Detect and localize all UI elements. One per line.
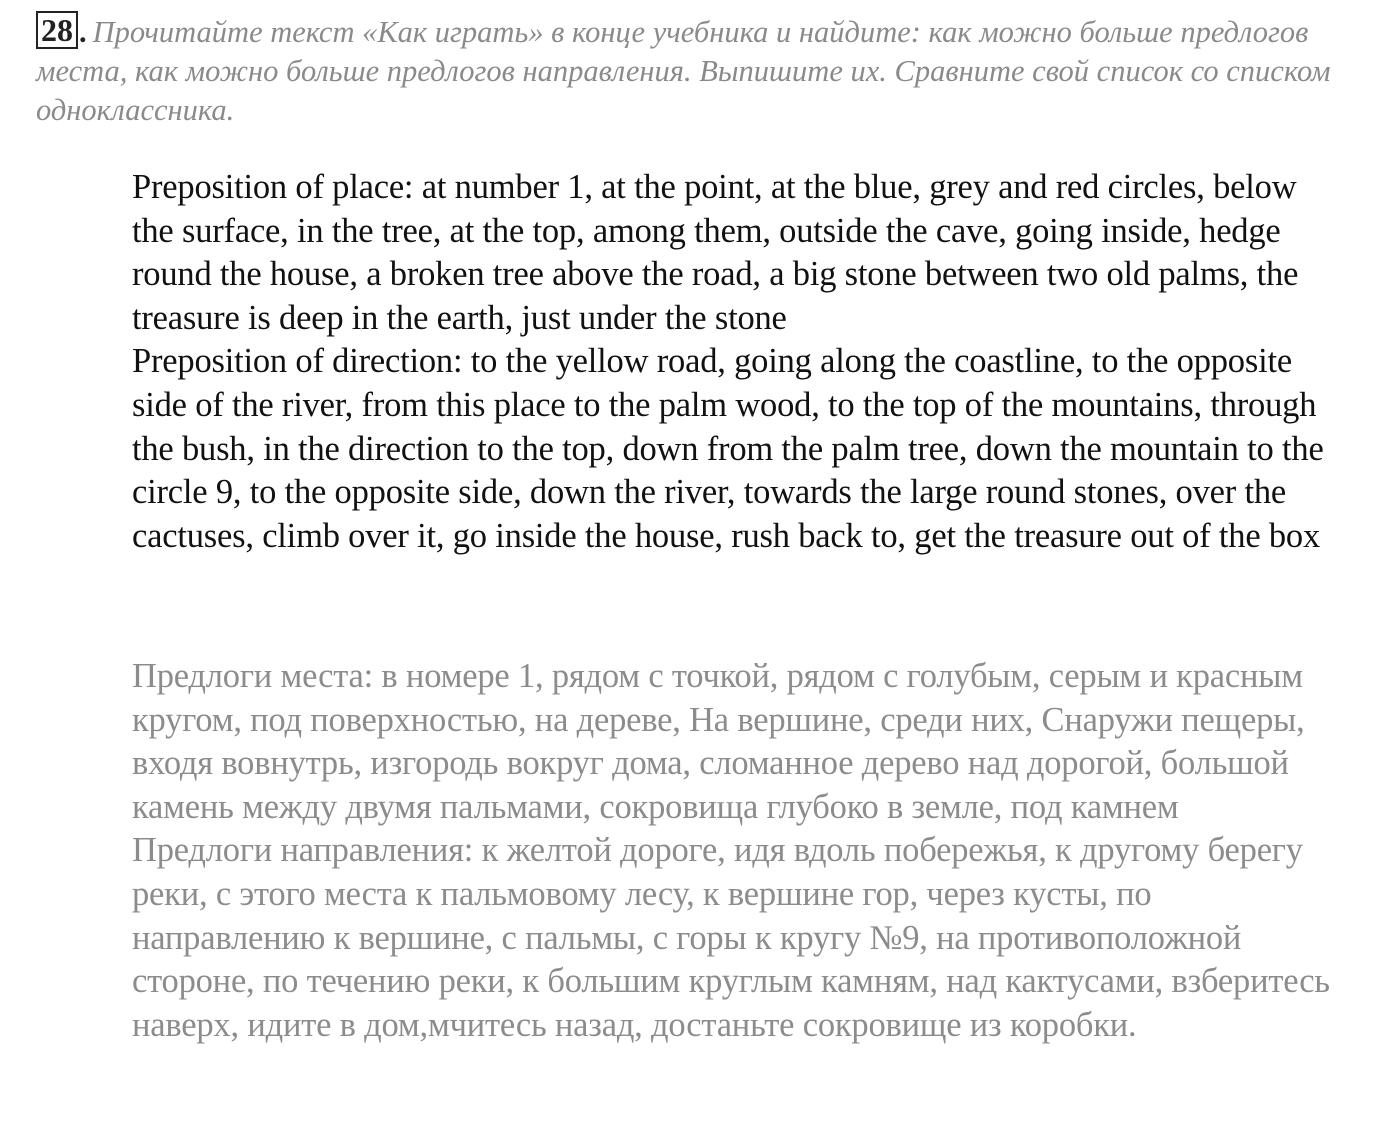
task-text: Прочитайте текст «Как играть» в конце учебника и найдите: как можно больше предлогов места, как можно больше предлогов направления. Выпишите их. Сравните свой список со списком одноклассника. <box>36 15 1331 127</box>
task-instruction <box>36 12 1366 130</box>
answer-en-place: Preposition of place: at number 1, at the point, at the blue, grey and red circles, below the surface, in the tree, at the top, among them, outside the cave, going inside, hedge round the house, a broken tree above the road, a big stone between two old palms, the treasure is deep in the earth, just under the stone <box>132 168 1299 337</box>
task-number-badge: 28 <box>36 11 78 49</box>
answer-english <box>132 166 1342 558</box>
answer-russian <box>132 655 1342 1047</box>
answer-ru-place: Предлоги места: в номере 1, рядом с точкой, рядом с голубым, серым и красным кругом, под поверхностью, на дереве, На вершине, среди них, Снаружи пещеры, входя вовнутрь, изгородь вокруг дома, сломанное дерево над дорогой, большой камень между двумя пальмами, сокровища глубоко в земле, под камнем <box>132 657 1305 826</box>
answer-ru-direction: Предлоги направления: к желтой дороге, идя вдоль побережья, к другому берегу реки, с этого места к пальмовому лесу, к вершине гор, через кусты, по направлению к вершине, с пальмы, с горы к кругу №9, на противоположной стороне, по течению реки, к большим круглым камням, над кактусами, взберитесь наверх, идите в дом,мчитесь назад, достаньте сокровище из коробки. <box>132 831 1330 1044</box>
task-number-dot: . <box>79 15 87 49</box>
answer-en-direction: Preposition of direction: to the yellow road, going along the coastline, to the opposite side of the river, from this place to the palm wood, to the top of the mountains, through the bush, in the direction to the top, down from the palm tree, down the mountain to the circle 9, to the opposite side, down the river, towards the large round stones, over the cactuses, climb over it, go inside the house, rush back to, get the treasure out of the box <box>132 342 1324 555</box>
